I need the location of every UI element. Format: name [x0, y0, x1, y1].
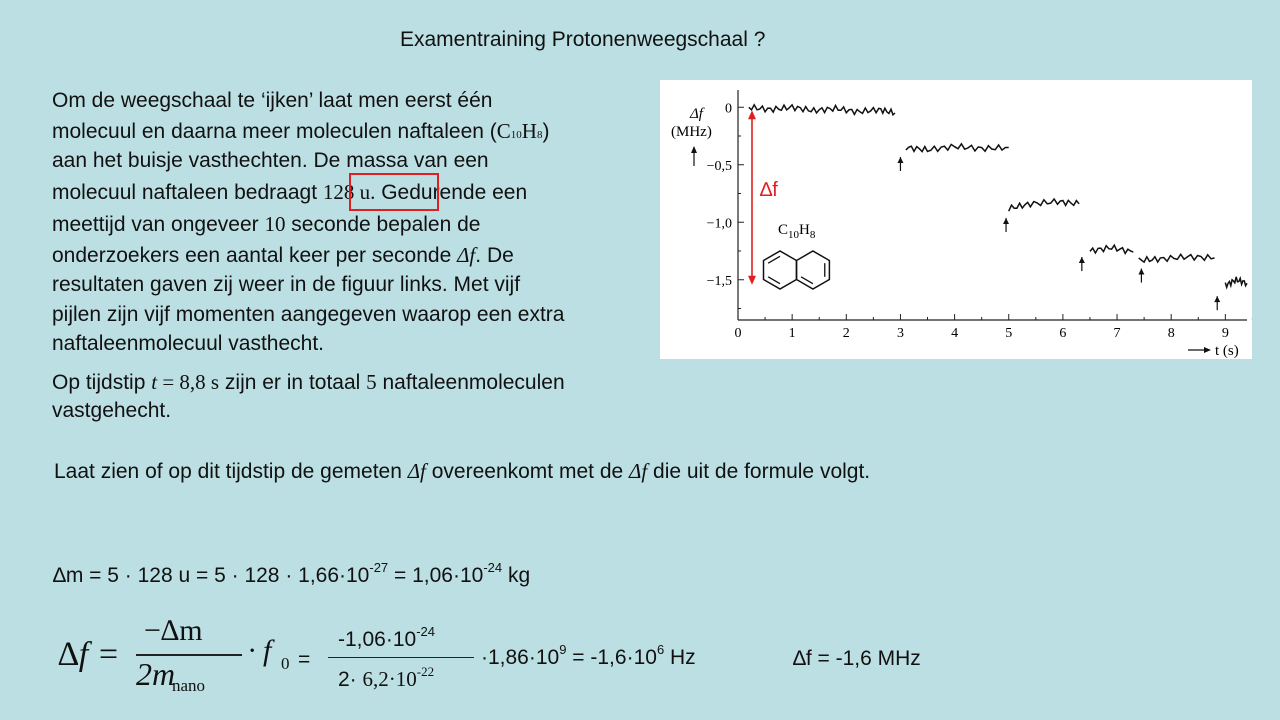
- x-axis-arrow-head: [1204, 347, 1211, 353]
- paragraph-line-1: Om de weegschaal te ‘ijken’ laat men eerst één: [52, 89, 493, 112]
- x-tick-label: 4: [951, 326, 959, 341]
- paragraph-line-5: meettijd van ongeveer 10 seconde bepalen de: [52, 212, 481, 236]
- paragraph-line-11: vastgehecht.: [52, 399, 172, 422]
- fraction-denominator: $2\cdot 6,2\cdot 10^{-22}$: [338, 664, 435, 691]
- attachment-arrow-head: [897, 157, 903, 163]
- paragraph-line-3: aan het buisje vasthechten. De massa van een: [52, 149, 489, 172]
- attachment-arrow-head: [1079, 257, 1085, 263]
- chart-svg: [660, 80, 1252, 359]
- paragraph-line-7: resultaten gaven zij weer in de figuur links. Met vijf: [52, 273, 521, 296]
- delta-f-arrow-head-top: [748, 110, 756, 119]
- naphthalene-structure: [764, 222, 830, 289]
- mass-value: 128 u.: [322, 180, 376, 204]
- y-tick-label: −1,0: [706, 216, 732, 232]
- data-series-line: [1009, 199, 1079, 211]
- formula: ∆f = −∆m 2m nano · f 0: [58, 614, 290, 695]
- data-series-line: [1225, 277, 1247, 288]
- mass-highlight-box: [349, 173, 439, 211]
- x-tick-label: 0: [734, 326, 742, 341]
- attachment-arrow-head: [1214, 296, 1220, 302]
- molecule-formula: $C_{10}H_8$: [778, 222, 816, 241]
- data-series-line: [749, 105, 895, 115]
- final-result: ∆f = -1,6 MHz: [793, 647, 921, 670]
- paragraph-line-8: pijlen zijn vijf momenten aangegeven waarop een extra: [52, 303, 565, 326]
- mass-calculation: ∆m = 5 · 128 $u = 5 \cdot 128 \cdot 1,66\cdot 10^{-27} = 1,06\cdot 10^{-24}$ kg: [53, 560, 531, 587]
- page-title: Examentraining Protonenweegschaal ?: [400, 28, 766, 51]
- equals-sign: =: [298, 648, 311, 671]
- x-tick-label: 5: [1005, 326, 1013, 341]
- data-series-line: [1139, 254, 1215, 262]
- paragraph-line-9: naftaleenmolecuul vasthecht.: [52, 332, 325, 355]
- data-series-line: [1090, 245, 1133, 253]
- y-tick-label: 0: [725, 101, 732, 117]
- attachment-arrow-head: [1138, 269, 1144, 275]
- x-tick-label: 8: [1167, 326, 1175, 341]
- y-tick-label: −0,5: [706, 158, 732, 174]
- y-axis-arrow-head: [691, 146, 697, 153]
- x-tick-label: 3: [896, 326, 904, 341]
- frequency-shift-graph: [660, 80, 1252, 359]
- fraction-bar: [328, 657, 474, 658]
- delta-f-label: ∆f: [760, 179, 778, 201]
- fraction-numerator: $-1,06\cdot 10^{-24}$: [338, 624, 436, 651]
- y-axis-unit: (MHz): [671, 124, 712, 140]
- y-axis-label: Δf: [690, 106, 703, 122]
- paragraph-line-10: Op tijdstip t = 8,8 s zijn er in totaal 5 naftaleenmoleculen: [52, 370, 565, 394]
- x-tick-label: 1: [788, 326, 796, 341]
- delta-f-arrow-head-bottom: [748, 276, 756, 285]
- x-tick-label: 6: [1059, 326, 1067, 341]
- y-tick-label: −1,5: [706, 273, 732, 289]
- x-tick-label: 9: [1221, 326, 1229, 341]
- attachment-arrow-head: [1003, 218, 1009, 224]
- x-tick-label: 2: [842, 326, 850, 341]
- data-series-line: [906, 144, 1009, 152]
- x-tick-label: 7: [1113, 326, 1121, 341]
- paragraph-line-6: onderzoekers een aantal keer per seconde Δf. De: [52, 243, 514, 267]
- question-text: Laat zien of op dit tijdstip de gemeten Δf overeenkomt met de Δf die uit de formule volgt.: [54, 459, 871, 483]
- x-axis-label: t (s): [1215, 343, 1239, 359]
- frequency-calculation: $\cdot 1,86\cdot 10^9 = -1,6\cdot 10^6$ Hz: [481, 642, 696, 669]
- paragraph-line-4: molecuul naftaleen bedraagt 128 u. Gedurende een: [52, 180, 528, 204]
- paragraph-line-2: molecuul en daarna meer moleculen naftaleen (C10H8): [52, 119, 550, 143]
